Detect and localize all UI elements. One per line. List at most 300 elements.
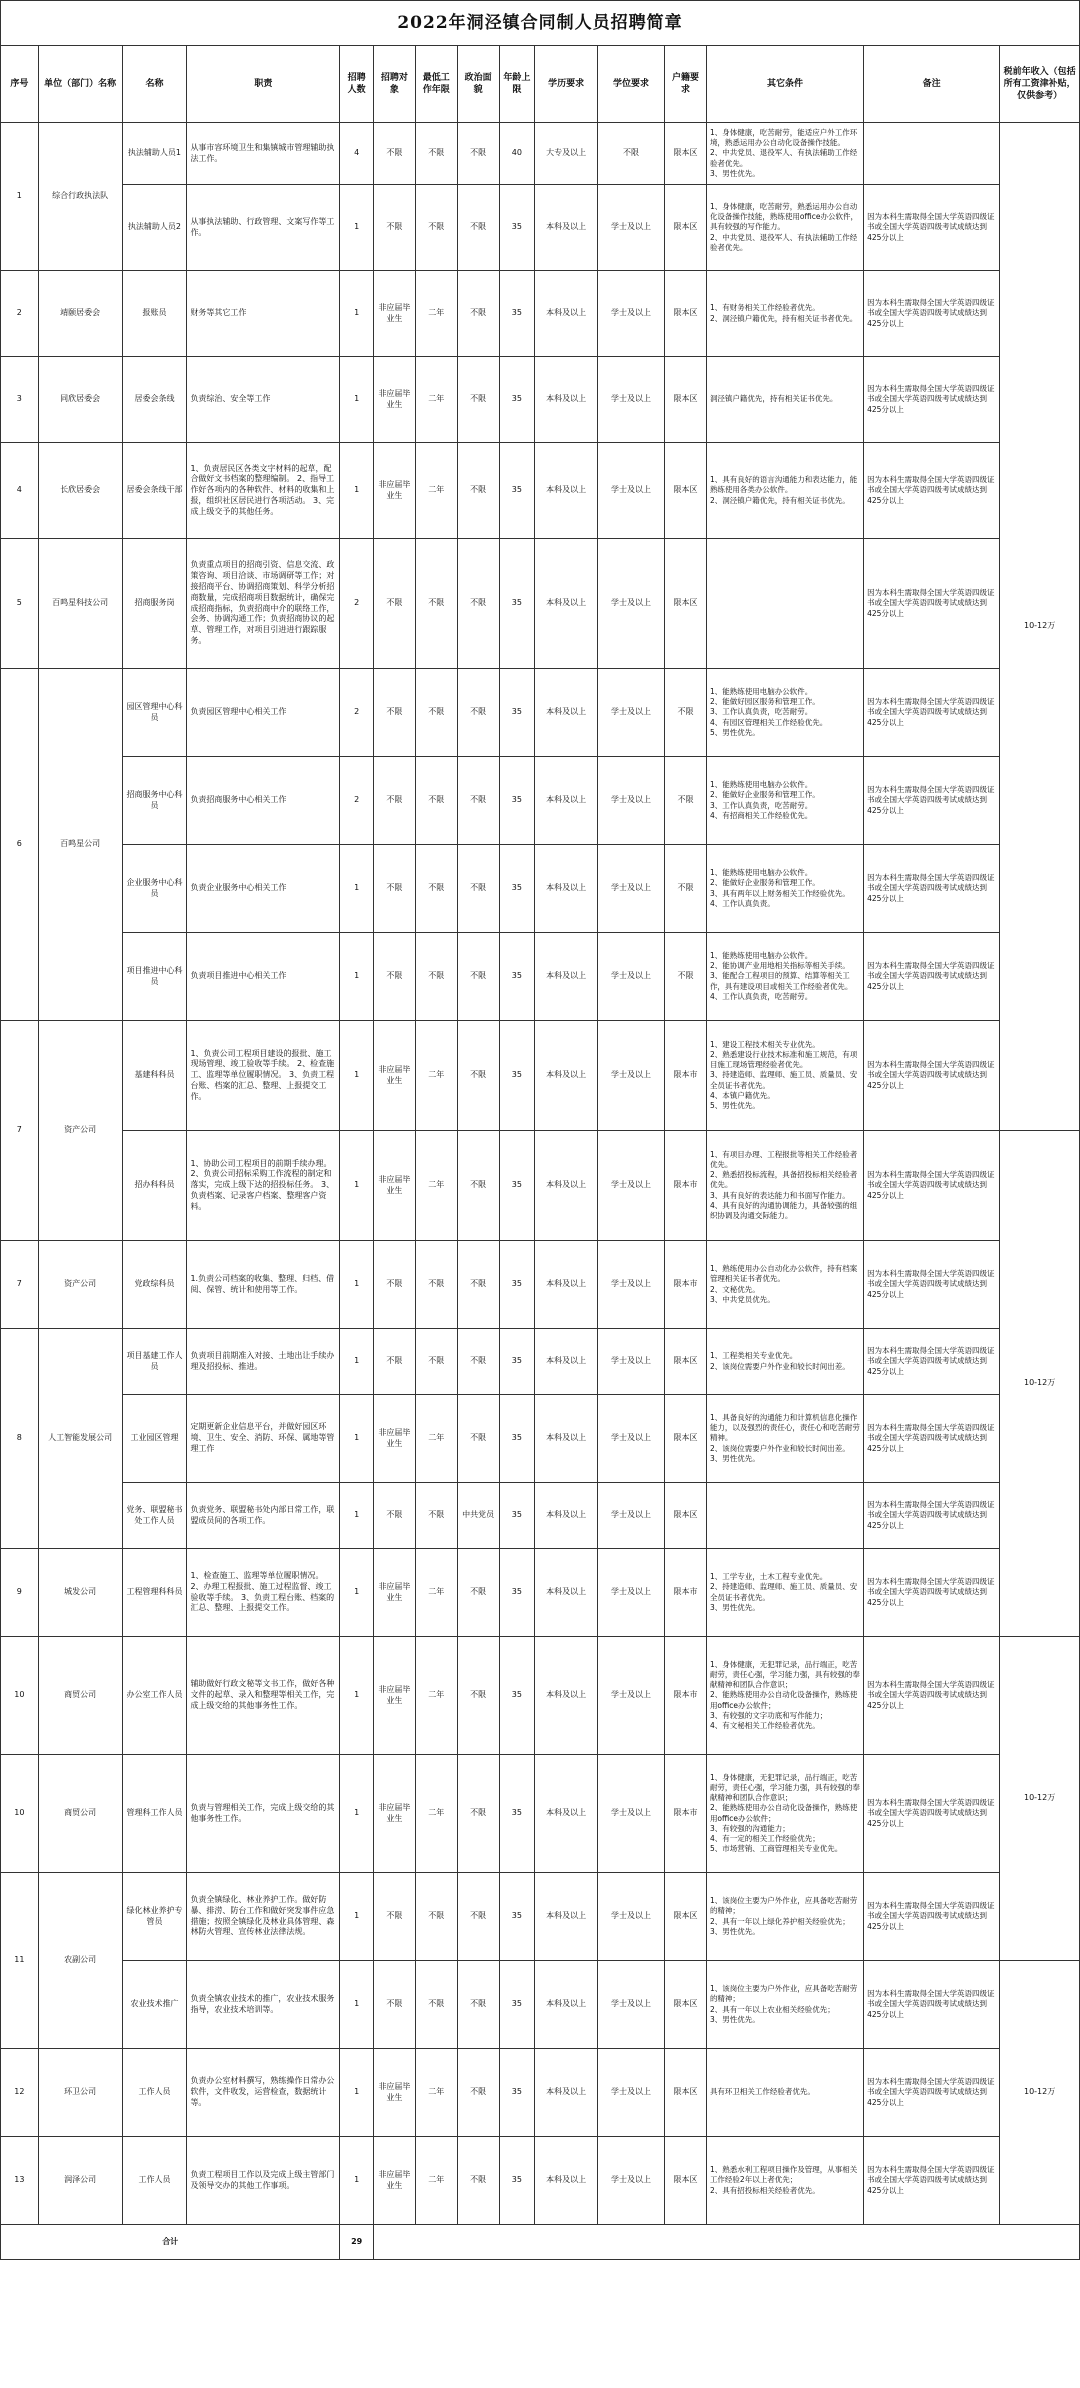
- table-body: [1, 123, 1080, 2260]
- degree-cell: 学士及以上: [598, 443, 665, 539]
- years-cell: 二年: [415, 1021, 457, 1131]
- seq-cell: 7: [1, 1021, 39, 1241]
- degree-cell: 学士及以上: [598, 1755, 665, 1873]
- headcount-cell: 1: [340, 2049, 374, 2137]
- duty-cell: 负责招商服务中心相关工作: [187, 757, 340, 845]
- table-row: [1, 2049, 1080, 2137]
- degree-cell: 学士及以上: [598, 1329, 665, 1395]
- age-cell: 35: [499, 1329, 535, 1395]
- total-row: [1, 2225, 1080, 2260]
- age-cell: 35: [499, 1637, 535, 1755]
- target-cell: 非应届毕业生: [373, 1549, 415, 1637]
- hukou-cell: 不限: [665, 845, 707, 933]
- headcount-cell: 1: [340, 1961, 374, 2049]
- seq-cell: 5: [1, 539, 39, 669]
- conditions-cell: 1、该岗位主要为户外作业，应具备吃苦耐劳的精神； 2、具有一年以上绿化养护相关经验优先； 3、男性优先。: [706, 1873, 863, 1961]
- education-cell: 本科及以上: [535, 1755, 598, 1873]
- unit-cell: 城发公司: [38, 1549, 122, 1637]
- total-value: 29: [340, 2225, 374, 2260]
- age-cell: 35: [499, 933, 535, 1021]
- duty-cell: 负责综治、安全等工作: [187, 357, 340, 443]
- position-cell: 招商服务岗: [122, 539, 187, 669]
- hukou-cell: 限本区: [665, 2049, 707, 2137]
- education-cell: 本科及以上: [535, 443, 598, 539]
- headcount-cell: 1: [340, 2137, 374, 2225]
- education-cell: 大专及以上: [535, 123, 598, 185]
- position-cell: 项目基建工作人员: [122, 1329, 187, 1395]
- unit-cell: 商贸公司: [38, 1637, 122, 1755]
- hukou-cell: 限本区: [665, 1329, 707, 1395]
- degree-cell: 学士及以上: [598, 1483, 665, 1549]
- political-cell: 不限: [457, 757, 499, 845]
- target-cell: 非应届毕业生: [373, 443, 415, 539]
- degree-cell: 学士及以上: [598, 669, 665, 757]
- target-cell: 非应届毕业生: [373, 1395, 415, 1483]
- political-cell: 不限: [457, 539, 499, 669]
- degree-cell: 学士及以上: [598, 933, 665, 1021]
- age-cell: 35: [499, 757, 535, 845]
- hukou-cell: 不限: [665, 933, 707, 1021]
- salary-cell: 10-12万: [1000, 1131, 1080, 1637]
- years-cell: 二年: [415, 1131, 457, 1241]
- political-cell: 不限: [457, 123, 499, 185]
- duty-cell: 辅助做好行政文秘等文书工作，做好各种文件的起草、录入和整理等相关工作，完成上级交给的其他事务性工作。: [187, 1637, 340, 1755]
- duty-cell: 负责重点项目的招商引资、信息交流、政策咨询、项目洽谈、市场调研等工作；对接招商平台、协调招商策划、科学分析招商数量，完成招商项目数据统计，确保完成招商指标，负责招商中介的联络工作，会务、协调沟通工作；负责招商协议的起草、管理工作，对项目引进进行跟踪服务。: [187, 539, 340, 669]
- note-cell: 因为本科生需取得全国大学英语四级证书或全国大学英语四级考试成绩达到425分以上: [864, 1961, 1000, 2049]
- position-cell: 报账员: [122, 271, 187, 357]
- hukou-cell: 不限: [665, 669, 707, 757]
- political-cell: 不限: [457, 1873, 499, 1961]
- position-cell: 工业园区管理: [122, 1395, 187, 1483]
- hukou-cell: 限本区: [665, 185, 707, 271]
- salary-cell: 10-12万: [1000, 1961, 1080, 2225]
- hukou-cell: 不限: [665, 757, 707, 845]
- unit-cell: 人工智能发展公司: [38, 1329, 122, 1549]
- column-header: 备注: [864, 46, 1000, 123]
- duty-cell: 负责项目推进中心相关工作: [187, 933, 340, 1021]
- hukou-cell: 限本区: [665, 443, 707, 539]
- position-cell: 居委会条线: [122, 357, 187, 443]
- hukou-cell: 限本区: [665, 271, 707, 357]
- column-header: 户籍要求: [665, 46, 707, 123]
- hukou-cell: 限本市: [665, 1755, 707, 1873]
- years-cell: 不限: [415, 757, 457, 845]
- conditions-cell: 1、能熟练使用电脑办公软件。 2、能协调产业用地相关指标等相关手续。 3、能配合工程项目的预算、结算等相关工作，具有建设项目或相关工作经验者优先。 4、工作认真负责，吃苦耐劳。: [706, 933, 863, 1021]
- headcount-cell: 2: [340, 757, 374, 845]
- position-cell: 工作人员: [122, 2049, 187, 2137]
- duty-cell: 负责工程项目工作以及完成上级主管部门及领导交办的其他工作事项。: [187, 2137, 340, 2225]
- unit-cell: 综合行政执法队: [38, 123, 122, 271]
- education-cell: 本科及以上: [535, 271, 598, 357]
- note-cell: 因为本科生需取得全国大学英语四级证书或全国大学英语四级考试成绩达到425分以上: [864, 1241, 1000, 1329]
- table-row: [1, 669, 1080, 757]
- headcount-cell: 1: [340, 443, 374, 539]
- target-cell: 非应届毕业生: [373, 1021, 415, 1131]
- education-cell: 本科及以上: [535, 933, 598, 1021]
- hukou-cell: 限本区: [665, 1873, 707, 1961]
- education-cell: 本科及以上: [535, 669, 598, 757]
- position-cell: 农业技术推广: [122, 1961, 187, 2049]
- duty-cell: 负责党务、联盟秘书处内部日常工作，联盟成员间的各项工作。: [187, 1483, 340, 1549]
- unit-cell: 资产公司: [38, 1021, 122, 1241]
- political-cell: 不限: [457, 271, 499, 357]
- duty-cell: 负责全镇绿化、林业养护工作。做好防暴、排涝、防台工作和做好突发事件应急措施；按照全镇绿化及林业具体管理、森林防火管理、宣传林业法律法规。: [187, 1873, 340, 1961]
- position-cell: 党务、联盟秘书处工作人员: [122, 1483, 187, 1549]
- unit-cell: 环卫公司: [38, 2049, 122, 2137]
- degree-cell: 学士及以上: [598, 1637, 665, 1755]
- degree-cell: 学士及以上: [598, 1549, 665, 1637]
- note-cell: [864, 123, 1000, 185]
- political-cell: 不限: [457, 669, 499, 757]
- headcount-cell: 1: [340, 1131, 374, 1241]
- education-cell: 本科及以上: [535, 757, 598, 845]
- conditions-cell: 1、身体健康，吃苦耐劳，能适应户外工作环境，熟悉运用办公自动化设备操作技能。 2、中共党员、退役军人、有执法辅助工作经验者优先。 3、男性优先。: [706, 123, 863, 185]
- political-cell: 不限: [457, 845, 499, 933]
- note-cell: 因为本科生需取得全国大学英语四级证书或全国大学英语四级考试成绩达到425分以上: [864, 357, 1000, 443]
- note-cell: 因为本科生需取得全国大学英语四级证书或全国大学英语四级考试成绩达到425分以上: [864, 443, 1000, 539]
- headcount-cell: 1: [340, 1549, 374, 1637]
- political-cell: 不限: [457, 1637, 499, 1755]
- headcount-cell: 2: [340, 669, 374, 757]
- column-header: 序号: [1, 46, 39, 123]
- duty-cell: 负责企业服务中心相关工作: [187, 845, 340, 933]
- age-cell: 35: [499, 845, 535, 933]
- conditions-cell: 1、具有良好的语言沟通能力和表达能力，能熟练使用各类办公软件。 2、洞泾镇户籍优先，持有相关证书优先。: [706, 443, 863, 539]
- conditions-cell: 1、工程类相关专业优先。 2、该岗位需要户外作业和较长时间出差。: [706, 1329, 863, 1395]
- years-cell: 不限: [415, 1873, 457, 1961]
- education-cell: 本科及以上: [535, 845, 598, 933]
- note-cell: 因为本科生需取得全国大学英语四级证书或全国大学英语四级考试成绩达到425分以上: [864, 1873, 1000, 1961]
- duty-cell: 负责与管理相关工作，完成上级交给的其他事务性工作。: [187, 1755, 340, 1873]
- unit-cell: 农副公司: [38, 1873, 122, 2049]
- duty-cell: 1、检查施工、监理等单位履职情况。 2、办理工程报批、施工过程监督、竣工验收等手续。 3、负责工程台账、档案的汇总、整理、上报提交工作。: [187, 1549, 340, 1637]
- headcount-cell: 1: [340, 1241, 374, 1329]
- column-header: 年龄上限: [499, 46, 535, 123]
- degree-cell: 学士及以上: [598, 271, 665, 357]
- duty-cell: 定期更新企业信息平台，并做好园区环境、卫生、安全、消防、环保、属地等管理工作: [187, 1395, 340, 1483]
- age-cell: 35: [499, 2137, 535, 2225]
- seq-cell: 3: [1, 357, 39, 443]
- conditions-cell: 1、能熟练使用电脑办公软件。 2、能做好企业服务和管理工作。 3、具有两年以上财务相关工作经验优先。 4、工作认真负责。: [706, 845, 863, 933]
- political-cell: 不限: [457, 443, 499, 539]
- table-row: [1, 1241, 1080, 1329]
- duty-cell: 财务等其它工作: [187, 271, 340, 357]
- seq-cell: 10: [1, 1637, 39, 1755]
- table-row: [1, 357, 1080, 443]
- unit-cell: 同欣居委会: [38, 357, 122, 443]
- column-header: 单位（部门）名称: [38, 46, 122, 123]
- hukou-cell: 限本市: [665, 1241, 707, 1329]
- total-empty: [373, 2225, 1079, 2260]
- education-cell: 本科及以上: [535, 2049, 598, 2137]
- note-cell: 因为本科生需取得全国大学英语四级证书或全国大学英语四级考试成绩达到425分以上: [864, 271, 1000, 357]
- note-cell: 因为本科生需取得全国大学英语四级证书或全国大学英语四级考试成绩达到425分以上: [864, 2049, 1000, 2137]
- note-cell: 因为本科生需取得全国大学英语四级证书或全国大学英语四级考试成绩达到425分以上: [864, 845, 1000, 933]
- years-cell: 二年: [415, 357, 457, 443]
- degree-cell: 学士及以上: [598, 1131, 665, 1241]
- total-label: 合计: [1, 2225, 340, 2260]
- target-cell: 不限: [373, 1961, 415, 2049]
- target-cell: 不限: [373, 1873, 415, 1961]
- political-cell: 不限: [457, 357, 499, 443]
- note-cell: 因为本科生需取得全国大学英语四级证书或全国大学英语四级考试成绩达到425分以上: [864, 1549, 1000, 1637]
- education-cell: 本科及以上: [535, 357, 598, 443]
- note-cell: 因为本科生需取得全国大学英语四级证书或全国大学英语四级考试成绩达到425分以上: [864, 2137, 1000, 2225]
- unit-cell: 商贸公司: [38, 1755, 122, 1873]
- political-cell: 不限: [457, 1241, 499, 1329]
- hukou-cell: 限本区: [665, 123, 707, 185]
- table-row: [1, 1329, 1080, 1395]
- degree-cell: 学士及以上: [598, 1961, 665, 2049]
- target-cell: 非应届毕业生: [373, 271, 415, 357]
- note-cell: 因为本科生需取得全国大学英语四级证书或全国大学英语四级考试成绩达到425分以上: [864, 1637, 1000, 1755]
- headcount-cell: 4: [340, 123, 374, 185]
- headcount-cell: 1: [340, 1395, 374, 1483]
- political-cell: 不限: [457, 2049, 499, 2137]
- education-cell: 本科及以上: [535, 2137, 598, 2225]
- column-header: 其它条件: [706, 46, 863, 123]
- headcount-cell: 1: [340, 845, 374, 933]
- duty-cell: 1、负责公司工程项目建设的报批、施工现场管理、竣工验收等手续。 2、检查施工、监理等单位履职情况。 3、负责工程台账、档案的汇总、整理、上报提交工作。: [187, 1021, 340, 1131]
- target-cell: 不限: [373, 845, 415, 933]
- position-cell: 园区管理中心科员: [122, 669, 187, 757]
- education-cell: 本科及以上: [535, 1021, 598, 1131]
- headcount-cell: 1: [340, 271, 374, 357]
- political-cell: 不限: [457, 1755, 499, 1873]
- column-header: 学位要求: [598, 46, 665, 123]
- years-cell: 二年: [415, 1755, 457, 1873]
- duty-cell: 从事市容环境卫生和集镇城市管理辅助执法工作。: [187, 123, 340, 185]
- note-cell: 因为本科生需取得全国大学英语四级证书或全国大学英语四级考试成绩达到425分以上: [864, 1483, 1000, 1549]
- conditions-cell: 1、身体健康，吃苦耐劳，熟悉运用办公自动化设备操作技能，熟练使用office办公软件，具有较强的写作能力。 2、中共党员、退役军人、有执法辅助工作经验者优先。: [706, 185, 863, 271]
- position-cell: 管理科工作人员: [122, 1755, 187, 1873]
- table-row: [1, 443, 1080, 539]
- political-cell: 不限: [457, 933, 499, 1021]
- age-cell: 35: [499, 357, 535, 443]
- table-row: [1, 271, 1080, 357]
- headcount-cell: 1: [340, 185, 374, 271]
- column-header: 学历要求: [535, 46, 598, 123]
- unit-cell: 百鸣星科技公司: [38, 539, 122, 669]
- target-cell: 非应届毕业生: [373, 1755, 415, 1873]
- age-cell: 35: [499, 1873, 535, 1961]
- degree-cell: 学士及以上: [598, 2137, 665, 2225]
- degree-cell: 学士及以上: [598, 757, 665, 845]
- position-cell: 绿化林业养护专管员: [122, 1873, 187, 1961]
- degree-cell: 学士及以上: [598, 1395, 665, 1483]
- duty-cell: 负责项目前期准入对接、土地出让手续办理及招投标、推进。: [187, 1329, 340, 1395]
- age-cell: 40: [499, 123, 535, 185]
- education-cell: 本科及以上: [535, 1549, 598, 1637]
- years-cell: 不限: [415, 669, 457, 757]
- table-row: [1, 1549, 1080, 1637]
- age-cell: 35: [499, 1961, 535, 2049]
- age-cell: 35: [499, 2049, 535, 2137]
- column-header: 最低工作年限: [415, 46, 457, 123]
- position-cell: 企业服务中心科员: [122, 845, 187, 933]
- degree-cell: 学士及以上: [598, 845, 665, 933]
- age-cell: 35: [499, 443, 535, 539]
- hukou-cell: 限本市: [665, 1549, 707, 1637]
- unit-cell: 百鸣星公司: [38, 669, 122, 1021]
- education-cell: 本科及以上: [535, 1483, 598, 1549]
- hukou-cell: 限本市: [665, 1131, 707, 1241]
- seq-cell: 7: [1, 1241, 39, 1329]
- degree-cell: 学士及以上: [598, 2049, 665, 2137]
- political-cell: 不限: [457, 1329, 499, 1395]
- degree-cell: 学士及以上: [598, 357, 665, 443]
- education-cell: 本科及以上: [535, 185, 598, 271]
- age-cell: 35: [499, 1021, 535, 1131]
- conditions-cell: 1、身体健康，无犯罪记录，品行端正，吃苦耐劳，责任心强，学习能力强，具有较强的奉献精神和团队合作意识； 2、能熟练使用办公自动化设备操作，熟练使用office办公软件； 3、有较强的文字功底和写作能力； 4、有文秘相关工作经验者优先。: [706, 1637, 863, 1755]
- years-cell: 二年: [415, 2137, 457, 2225]
- age-cell: 35: [499, 271, 535, 357]
- table-row: [1, 757, 1080, 845]
- years-cell: 二年: [415, 1637, 457, 1755]
- table-row: [1, 539, 1080, 669]
- table-row: [1, 1131, 1080, 1241]
- age-cell: 35: [499, 539, 535, 669]
- conditions-cell: 1、有财务相关工作经验者优先。 2、洞泾镇户籍优先，持有相关证书者优先。: [706, 271, 863, 357]
- years-cell: 二年: [415, 1395, 457, 1483]
- target-cell: 非应届毕业生: [373, 2137, 415, 2225]
- target-cell: 非应届毕业生: [373, 2049, 415, 2137]
- years-cell: 不限: [415, 185, 457, 271]
- duty-cell: 负责全镇农业技术的推广，农业技术服务指导，农业技术培训等。: [187, 1961, 340, 2049]
- position-cell: 执法辅助人员1: [122, 123, 187, 185]
- table-row: [1, 1755, 1080, 1873]
- headcount-cell: 1: [340, 1873, 374, 1961]
- duty-cell: 从事执法辅助、行政管理、文案写作等工作。: [187, 185, 340, 271]
- position-cell: 项目推进中心科员: [122, 933, 187, 1021]
- education-cell: 本科及以上: [535, 1131, 598, 1241]
- education-cell: 本科及以上: [535, 1241, 598, 1329]
- table-row: [1, 2137, 1080, 2225]
- table-row: [1, 1637, 1080, 1755]
- table-row: [1, 123, 1080, 185]
- age-cell: 35: [499, 185, 535, 271]
- conditions-cell: [706, 1483, 863, 1549]
- target-cell: 不限: [373, 669, 415, 757]
- seq-cell: 8: [1, 1329, 39, 1549]
- age-cell: 35: [499, 1241, 535, 1329]
- note-cell: 因为本科生需取得全国大学英语四级证书或全国大学英语四级考试成绩达到425分以上: [864, 757, 1000, 845]
- target-cell: 非应届毕业生: [373, 1637, 415, 1755]
- unit-cell: 资产公司: [38, 1241, 122, 1329]
- years-cell: 不限: [415, 539, 457, 669]
- salary-cell: 10-12万: [1000, 123, 1080, 1131]
- page-title: 2022年洞泾镇合同制人员招聘简章: [0, 0, 1080, 45]
- seq-cell: 10: [1, 1755, 39, 1873]
- position-cell: 党政综科员: [122, 1241, 187, 1329]
- conditions-cell: 1、熟悉水利工程项目操作及管理，从事相关工作经验2年以上者优先； 2、具有招投标相关经验者优先。: [706, 2137, 863, 2225]
- seq-cell: 11: [1, 1873, 39, 2049]
- table-row: [1, 1021, 1080, 1131]
- age-cell: 35: [499, 669, 535, 757]
- years-cell: 二年: [415, 271, 457, 357]
- hukou-cell: 限本区: [665, 2137, 707, 2225]
- position-cell: 执法辅助人员2: [122, 185, 187, 271]
- duty-cell: 1、负责居民区各类文字材料的起草，配合做好文书档案的整理编制。 2、指导工作好各项内的各种软件、材料的收集和上报，组织社区居民进行各项活动。 3、完成上级交予的其他任务。: [187, 443, 340, 539]
- duty-cell: 负责办公室材料撰写，熟练操作日常办公软件，文件收发，运营检查，数据统计等。: [187, 2049, 340, 2137]
- seq-cell: 4: [1, 443, 39, 539]
- headcount-cell: 2: [340, 539, 374, 669]
- target-cell: 不限: [373, 123, 415, 185]
- target-cell: 不限: [373, 539, 415, 669]
- target-cell: 非应届毕业生: [373, 357, 415, 443]
- table-row: [1, 1961, 1080, 2049]
- degree-cell: 学士及以上: [598, 1873, 665, 1961]
- target-cell: 不限: [373, 1241, 415, 1329]
- seq-cell: 6: [1, 669, 39, 1021]
- note-cell: 因为本科生需取得全国大学英语四级证书或全国大学英语四级考试成绩达到425分以上: [864, 669, 1000, 757]
- note-cell: 因为本科生需取得全国大学英语四级证书或全国大学英语四级考试成绩达到425分以上: [864, 1755, 1000, 1873]
- education-cell: 本科及以上: [535, 1395, 598, 1483]
- note-cell: 因为本科生需取得全国大学英语四级证书或全国大学英语四级考试成绩达到425分以上: [864, 933, 1000, 1021]
- political-cell: 不限: [457, 1021, 499, 1131]
- years-cell: 不限: [415, 933, 457, 1021]
- degree-cell: 学士及以上: [598, 1021, 665, 1131]
- education-cell: 本科及以上: [535, 1873, 598, 1961]
- political-cell: 不限: [457, 185, 499, 271]
- position-cell: 工程管理科科员: [122, 1549, 187, 1637]
- duty-cell: 1、协助公司工程项目的前期手续办理。 2、负责公司招标采购工作流程的制定和落实，完成上级下达的招投标任务。 3、负责档案、记录客户档案、整理客户资料。: [187, 1131, 340, 1241]
- target-cell: 非应届毕业生: [373, 1131, 415, 1241]
- conditions-cell: 1、身体健康，无犯罪记录，品行端正，吃苦耐劳，责任心强，学习能力强，具有较强的奉献精神和团队合作意识； 2、能熟练使用办公自动化设备操作，熟练使用office办公软件； 3、有较强的沟通能力； 4、有一定的相关工作经验优先； 5、市场营销、工商管理相关专业优先。: [706, 1755, 863, 1873]
- target-cell: 不限: [373, 1483, 415, 1549]
- hukou-cell: 限本区: [665, 1961, 707, 2049]
- years-cell: 二年: [415, 1549, 457, 1637]
- table-row: [1, 1395, 1080, 1483]
- education-cell: 本科及以上: [535, 1961, 598, 2049]
- seq-cell: 1: [1, 123, 39, 271]
- hukou-cell: 限本区: [665, 539, 707, 669]
- age-cell: 35: [499, 1395, 535, 1483]
- education-cell: 本科及以上: [535, 539, 598, 669]
- unit-cell: 润泽公司: [38, 2137, 122, 2225]
- degree-cell: 学士及以上: [598, 1241, 665, 1329]
- note-cell: 因为本科生需取得全国大学英语四级证书或全国大学英语四级考试成绩达到425分以上: [864, 185, 1000, 271]
- position-cell: 办公室工作人员: [122, 1637, 187, 1755]
- age-cell: 35: [499, 1131, 535, 1241]
- political-cell: 不限: [457, 1131, 499, 1241]
- note-cell: 因为本科生需取得全国大学英语四级证书或全国大学英语四级考试成绩达到425分以上: [864, 1329, 1000, 1395]
- note-cell: 因为本科生需取得全国大学英语四级证书或全国大学英语四级考试成绩达到425分以上: [864, 539, 1000, 669]
- target-cell: 不限: [373, 933, 415, 1021]
- years-cell: 二年: [415, 2049, 457, 2137]
- political-cell: 中共党员: [457, 1483, 499, 1549]
- recruitment-table: [0, 45, 1080, 2260]
- header-row: [1, 46, 1080, 123]
- age-cell: 35: [499, 1483, 535, 1549]
- degree-cell: 不限: [598, 123, 665, 185]
- years-cell: 不限: [415, 1329, 457, 1395]
- political-cell: 不限: [457, 1549, 499, 1637]
- table-row: [1, 933, 1080, 1021]
- target-cell: 不限: [373, 185, 415, 271]
- conditions-cell: [706, 539, 863, 669]
- hukou-cell: 限本市: [665, 1637, 707, 1755]
- note-cell: 因为本科生需取得全国大学英语四级证书或全国大学英语四级考试成绩达到425分以上: [864, 1021, 1000, 1131]
- age-cell: 35: [499, 1549, 535, 1637]
- column-header: 招聘对象: [373, 46, 415, 123]
- years-cell: 不限: [415, 845, 457, 933]
- seq-cell: 9: [1, 1549, 39, 1637]
- position-cell: 居委会条线干部: [122, 443, 187, 539]
- position-cell: 招商服务中心科员: [122, 757, 187, 845]
- conditions-cell: 1、工学专业，土木工程专业优先。 2、持建造师、监理师、施工员、质量员、安全员证书者优先。 3、男性优先。: [706, 1549, 863, 1637]
- conditions-cell: 具有环卫相关工作经验者优先。: [706, 2049, 863, 2137]
